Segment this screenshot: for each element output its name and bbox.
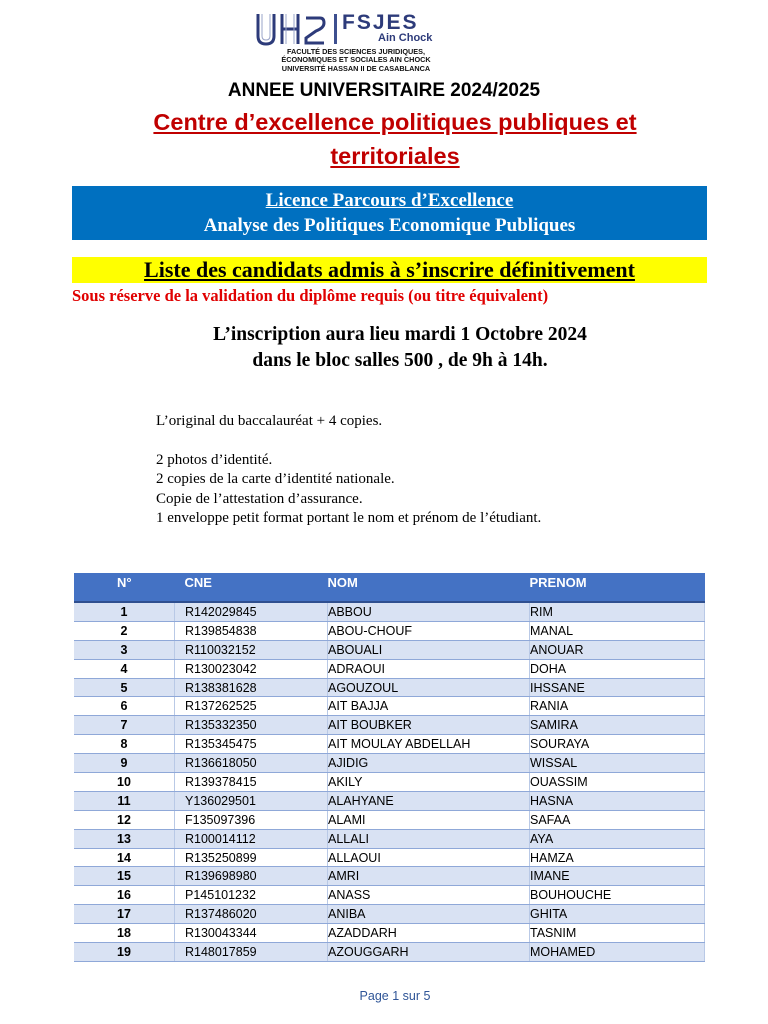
cell-nom: ABOU-CHOUF [328, 621, 530, 640]
inscription-date: L’inscription aura lieu mardi 1 Octobre 2024 [213, 324, 587, 345]
cell-nom: ADRAOUI [328, 659, 530, 678]
cell-num: 9 [74, 754, 175, 773]
list-title-banner [72, 257, 707, 283]
cell-cne: R135250899 [175, 848, 328, 867]
table-row [74, 924, 705, 943]
document-item: 2 copies de la carte d’identité nationale. [156, 471, 395, 487]
cell-cne: R138381628 [175, 678, 328, 697]
cell-num: 3 [74, 640, 175, 659]
cell-nom: AKILY [328, 773, 530, 792]
cell-cne: R135332350 [175, 716, 328, 735]
document-item: 2 photos d’identité. [156, 451, 273, 468]
table-row [74, 773, 705, 792]
table-row [74, 848, 705, 867]
page-number: Page 1 sur 5 [359, 989, 431, 1003]
table-row [74, 697, 705, 716]
table-row [74, 716, 705, 735]
table-row [74, 678, 705, 697]
cell-cne: R137486020 [175, 905, 328, 924]
logo-subtitle: Ain Chock [378, 32, 433, 44]
cell-num: 6 [74, 697, 175, 716]
cell-nom: ABOUALI [328, 640, 530, 659]
cell-prenom: MANAL [530, 621, 705, 640]
reserve-note: Sous réserve de la validation du diplôme requis (ou titre équivalent) [72, 286, 549, 305]
cell-num: 18 [74, 924, 175, 943]
cell-cne: P145101232 [175, 886, 328, 905]
cell-num: 12 [74, 810, 175, 829]
cell-prenom: ANOUAR [530, 640, 705, 659]
cell-prenom: MOHAMED [530, 943, 705, 962]
cell-prenom: TASNIM [530, 924, 705, 943]
cell-num: 16 [74, 886, 175, 905]
table-row [74, 659, 705, 678]
cell-num: 2 [74, 621, 175, 640]
table-row [74, 829, 705, 848]
cell-num: 7 [74, 716, 175, 735]
cell-cne: R148017859 [175, 943, 328, 962]
cell-num: 15 [74, 867, 175, 886]
program-specialty: Analyse des Politiques Economique Publiques [203, 215, 576, 236]
cell-cne: R137262525 [175, 697, 328, 716]
cell-prenom: GHITA [530, 905, 705, 924]
centre-title: Centre d’excellence politiques publiques et territoriales [153, 109, 637, 169]
logo-caption-line: UNIVERSITÉ HASSAN II DE CASABLANCA [281, 63, 431, 73]
document-item: 1 enveloppe petit format portant le nom et prénom de l’étudiant. [156, 510, 542, 526]
table-row [74, 886, 705, 905]
table-row [74, 735, 705, 754]
cell-cne: R135345475 [175, 735, 328, 754]
cell-nom: AIT BOUBKER [328, 716, 530, 735]
cell-nom: AJIDIG [328, 754, 530, 773]
logo-divider [334, 14, 337, 44]
logo-caption [254, 48, 458, 73]
cell-cne: R139378415 [175, 773, 328, 792]
cell-cne: Y136029501 [175, 791, 328, 810]
col-header-cne: CNE [175, 573, 328, 602]
document-item: Copie de l’attestation d’assurance. [156, 490, 363, 507]
cell-prenom: BOUHOUCHE [530, 886, 705, 905]
cell-prenom: IMANE [530, 867, 705, 886]
cell-prenom: SAMIRA [530, 716, 705, 735]
cell-num: 14 [74, 848, 175, 867]
logo-name: FSJES [342, 11, 419, 34]
cell-num: 1 [74, 602, 175, 621]
cell-num: 10 [74, 773, 175, 792]
cell-nom: AZOUGGARH [328, 943, 530, 962]
list-title: Liste des candidats admis à s’inscrire définitivement [144, 257, 635, 282]
cell-nom: AIT BAJJA [328, 697, 530, 716]
cell-num: 13 [74, 829, 175, 848]
cell-nom: ANIBA [328, 905, 530, 924]
cell-cne: F135097396 [175, 810, 328, 829]
cell-prenom: DOHA [530, 659, 705, 678]
candidates-table [74, 573, 705, 962]
table-row [74, 621, 705, 640]
cell-prenom: SOURAYA [530, 735, 705, 754]
program-banner [72, 186, 707, 240]
table-row [74, 905, 705, 924]
cell-num: 5 [74, 678, 175, 697]
cell-prenom: HAMZA [530, 848, 705, 867]
table-row [74, 943, 705, 962]
cell-num: 4 [74, 659, 175, 678]
table-row [74, 602, 705, 621]
logo-caption-line: FACULTÉ DES SCIENCES JURIDIQUES, [286, 47, 426, 56]
university-logo [254, 12, 458, 74]
inscription-location: dans le bloc salles 500 , de 9h à 14h. [252, 350, 548, 371]
cell-cne: R130023042 [175, 659, 328, 678]
cell-prenom: AYA [530, 829, 705, 848]
cell-nom: ALLALI [328, 829, 530, 848]
cell-num: 8 [74, 735, 175, 754]
col-header-prenom: PRENOM [530, 573, 705, 602]
cell-num: 11 [74, 791, 175, 810]
cell-prenom: WISSAL [530, 754, 705, 773]
cell-prenom: SAFAA [530, 810, 705, 829]
cell-nom: AGOUZOUL [328, 678, 530, 697]
cell-cne: R142029845 [175, 602, 328, 621]
cell-cne: R139854838 [175, 621, 328, 640]
cell-cne: R136618050 [175, 754, 328, 773]
required-documents [156, 412, 541, 529]
cell-nom: ABBOU [328, 602, 530, 621]
cell-nom: ALAHYANE [328, 791, 530, 810]
program-name: Licence Parcours d’Excellence [265, 190, 514, 211]
cell-nom: ALAMI [328, 810, 530, 829]
cell-cne: R110032152 [175, 640, 328, 659]
table-row [74, 640, 705, 659]
cell-prenom: RIM [530, 602, 705, 621]
inscription-info [0, 322, 768, 374]
table-row [74, 754, 705, 773]
academic-year-title: ANNEE UNIVERSITAIRE 2024/2025 [227, 80, 541, 101]
cell-cne: R130043344 [175, 924, 328, 943]
cell-prenom: OUASSIM [530, 773, 705, 792]
document-item: L’original du baccalauréat + 4 copies. [156, 413, 383, 429]
table-row [74, 867, 705, 886]
cell-cne: R100014112 [175, 829, 328, 848]
col-header-num: N° [74, 573, 175, 602]
cell-cne: R139698980 [175, 867, 328, 886]
col-header-nom: NOM [328, 573, 530, 602]
cell-nom: AIT MOULAY ABDELLAH [328, 735, 530, 754]
cell-num: 17 [74, 905, 175, 924]
table-row [74, 791, 705, 810]
cell-num: 19 [74, 943, 175, 962]
table-row [74, 810, 705, 829]
cell-nom: ANASS [328, 886, 530, 905]
table-header-row [74, 573, 705, 602]
logo-caption-line: ÉCONOMIQUES ET SOCIALES AIN CHOCK [281, 55, 431, 65]
cell-nom: AMRI [328, 867, 530, 886]
cell-prenom: IHSSANE [530, 678, 705, 697]
uh2c-logo-icon [254, 12, 326, 46]
cell-nom: ALLAOUI [328, 848, 530, 867]
cell-nom: AZADDARH [328, 924, 530, 943]
cell-prenom: RANIA [530, 697, 705, 716]
cell-prenom: HASNA [530, 791, 705, 810]
